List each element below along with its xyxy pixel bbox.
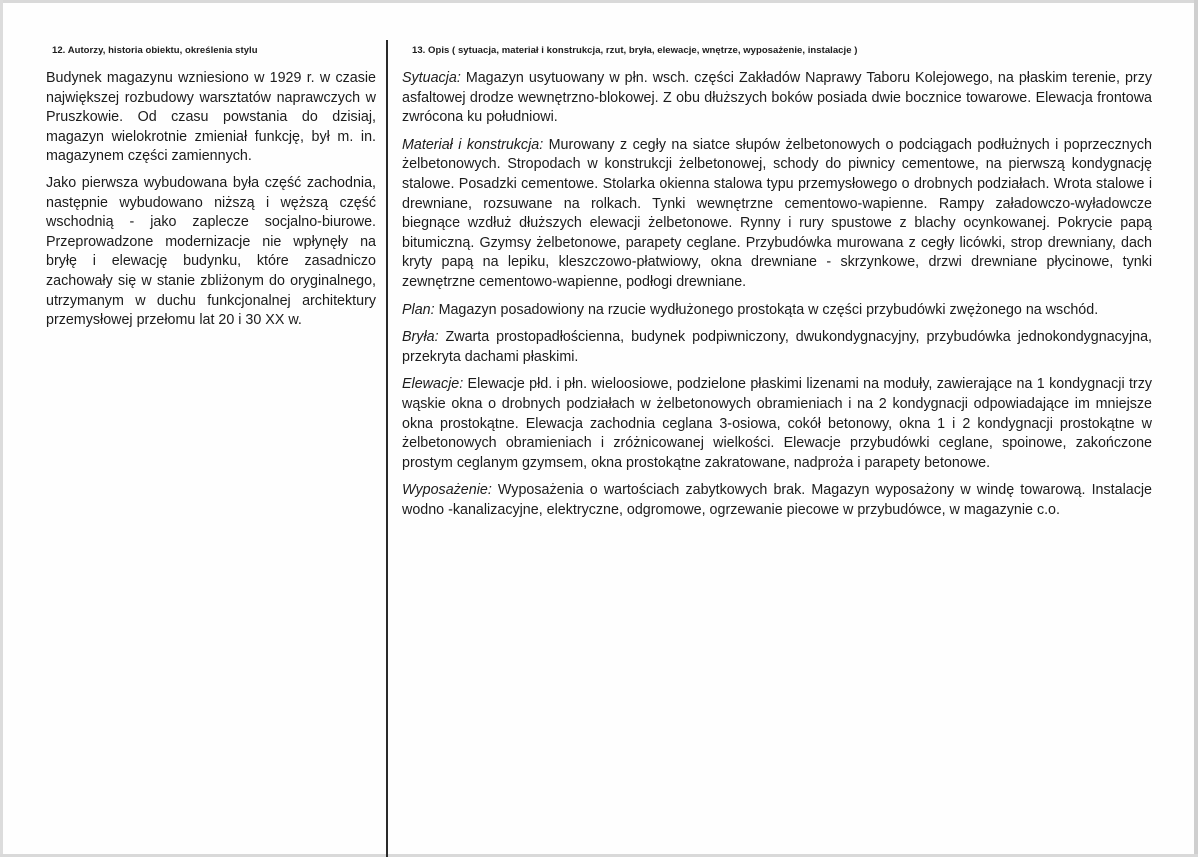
scan-edge-right [1194,0,1198,857]
plan-term: Plan: [402,301,435,318]
history-column [46,45,376,338]
history-paragraph: Jako pierwsza wybudowana była część zachodnia, następnie wybudowano niższą i węższą część wschodnią - jako zaplecze socjalno-biurowe. Przeprowadzone modernizacje nie wpłynęły na bryłę i elewację budynku, które zasadniczo zachowały się w stanie zbliżonym do oryginalnego, utrzymanym w duchu funkcjonalnej architektury przemysłowej przełomu lat 20 i 30 XX w. [46,174,376,329]
equipment-text: Wyposażenia o wartościach zabytkowych brak. Magazyn wyposażony w windę towarową. Instalacje wodno -kanalizacyjne, elektryczne, odgromowe, ogrzewanie piecowe w przybudówce, w magazynie c.o. [402,482,1152,518]
equipment-paragraph [402,481,1152,520]
situation-text: Magazyn usytuowany w płn. wsch. części Zakładów Naprawy Taboru Kolejowego, na płaskim terenie, przy asfaltowej drodze wewnętrzno-blokowej. Z obu dłuższych boków posiada dwie bocznice towarowe. Elewacja frontowa zwrócona ku południowi. [402,70,1152,126]
elevations-paragraph [402,375,1152,473]
massing-text: Zwarta prostopadłościenna, budynek podpiwniczony, dwukondygnacyjny, przybudówka jednokondygnacyjna, przekryta dachami płaskimi. [402,329,1152,365]
column-divider [386,40,388,857]
plan-text: Magazyn posadowiony na rzucie wydłużonego prostokąta w części przybudówki zwężonego na wschód. [434,301,1099,318]
elevations-term: Elewacje: [402,376,464,393]
material-text: Murowany z cegły na siatce słupów żelbetonowych o podciągach podłużnych i poprzecznych żelbetonowych. Stropodach w konstrukcji żelbetonowej, schody do piwnicy cementowe, na pierwszą kondygnację stalowe. Posadzki cementowe. Stolarka okienna stalowa typu przemysłowego o drobnych podziałach. Wrota stalowe i drewniane, rozsuwane na rolkach. Tynki wewnętrzne cementowo-wapienne. Rampy załadowczo-wyładowcze biegnące wzdłuż dłuższych elewacji żelbetonowe. Rynny i rury spustowe z blachy ocynkowanej. Pokrycie papą bitumiczną. Gzymsy żelbetonowe, parapety ceglane. Przybudówka murowana z cegły licówki, strop drewniany, dach kryty papą na lepiku, kleszczowo-płatwiowy, okna drewniane - skrzynkowe, drzwi drewniane płycinowe, tynki zewnętrzne cementowo-wapienne, podłogi drewniane. [402,136,1153,290]
history-paragraph: Budynek magazynu wzniesiono w 1929 r. w czasie największej rozbudowy warsztatów naprawczych w Pruszkowie. Od czasu powstania do dzisiaj, magazyn wielokrotnie zmieniał funkcję, był m. in. magazynem części zamiennych. [46,70,376,165]
massing-paragraph [402,328,1152,367]
elevations-text: Elewacje płd. i płn. wieloosiowe, podzielone płaskimi lizenami na moduły, zawierające na 1 kondygnacji trzy wąskie okna o drobnych podziałach w żelbetonowych obramieniach i na 2 kondygnacji odpowiadające im mniejsze okna prostokątne. Elewacja zachodnia ceglana 3-osiowa, cokół betonowy, okna 1 i 2 kondygnacji prostokątne w żelbetonowych obramieniach i zróżnicowanej wielkości. Elewacje przybudówki ceglane, spoinowe, zakończone prostym ceglanym gzymsem, okna prostokątne zakratowane, nadproża i parapety betonowe. [402,376,1152,471]
scan-edge-left [0,0,3,857]
material-paragraph [402,136,1152,293]
description-heading: 13. Opis ( sytuacja, materiał i konstrukcja, rzut, bryła, elewacje, wnętrze, wyposażenie, instalacje ) [412,45,858,56]
plan-paragraph [402,301,1152,321]
situation-term: Sytuacja: [402,70,461,86]
description-column [402,45,1152,528]
material-term: Materiał i konstrukcja: [402,136,544,153]
equipment-term: Wyposażenie: [402,482,492,499]
situation-paragraph [402,69,1152,128]
massing-term: Bryła: [402,329,439,346]
history-heading: 12. Autorzy, historia obiektu, określenia stylu [52,45,258,56]
scan-edge-top [0,0,1198,3]
